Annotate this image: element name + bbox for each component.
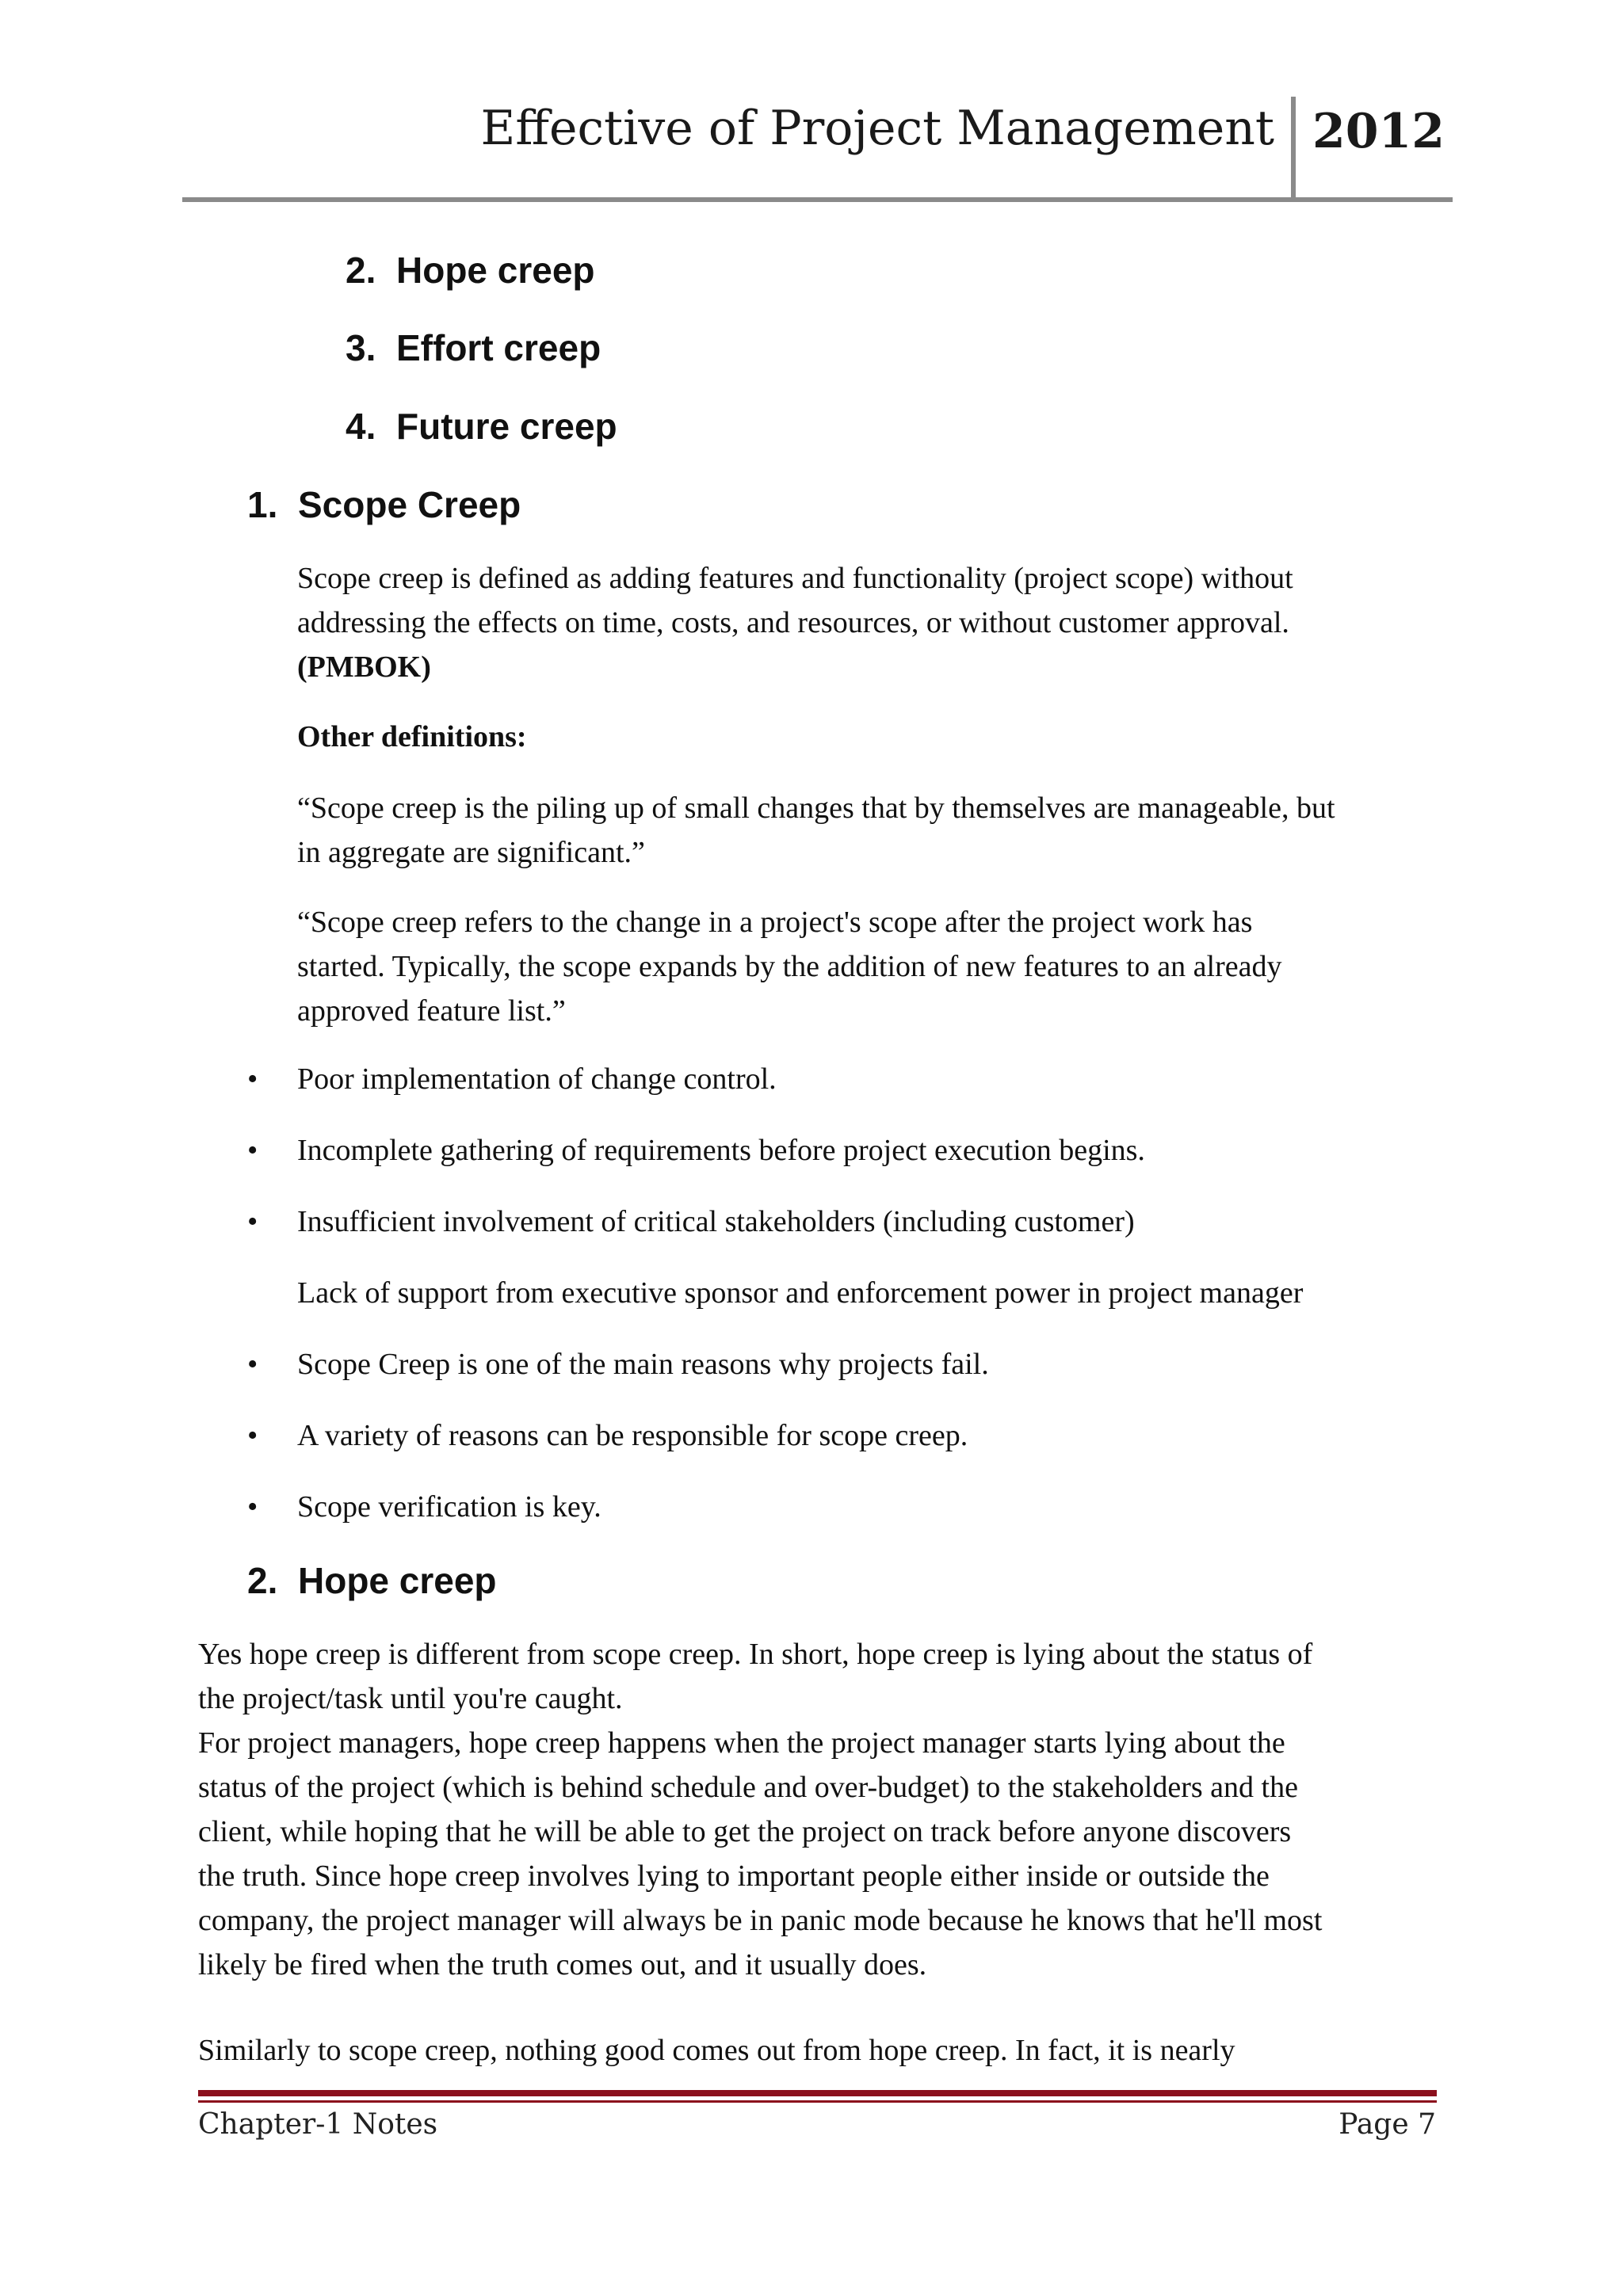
list-item (346, 327, 601, 368)
text-line: status of the project (which is behind schedule and over-budget) to the stakeholders and the (198, 1771, 1298, 1804)
text-line: likely be fired when the truth comes out, and it usually does. (198, 1948, 927, 1981)
header-rule (182, 197, 1453, 202)
bullet-icon: • (247, 1348, 258, 1381)
text-line: started. Typically, the scope expands by the addition of new features to an already (297, 950, 1282, 983)
footer-page-number: Page 7 (1338, 2108, 1436, 2141)
bullet-item (247, 1485, 601, 1529)
footer-rule (198, 2090, 1437, 2096)
text-line: “Scope creep refers to the change in a project's scope after the project work has (297, 906, 1253, 939)
other-definitions-label: Other definitions: (297, 720, 527, 753)
section-title: Hope creep (298, 1560, 497, 1601)
bullet-text: A variety of reasons can be responsible for scope creep. (297, 1419, 968, 1452)
section-heading-scope-creep (247, 486, 521, 523)
list-item-number: 2. (346, 250, 376, 291)
text-line: the truth. Since hope creep involves lying to important people either inside or outside the (198, 1859, 1270, 1893)
section-heading-hope-creep (247, 1562, 497, 1599)
bullet-text: Scope verification is key. (297, 1490, 601, 1524)
text-line: Scope creep is defined as adding features and functionality (project scope) without (297, 562, 1293, 595)
header-title: Effective of Project Management (480, 101, 1274, 156)
bullet-text: Incomplete gathering of requirements before project execution begins. (297, 1134, 1145, 1167)
header-year: 2012 (1312, 104, 1445, 159)
section-title: Scope Creep (298, 484, 521, 525)
text-line: company, the project manager will always be in panic mode because he knows that he'll most (198, 1904, 1323, 1937)
list-item (346, 250, 595, 291)
bullet-text: Scope Creep is one of the main reasons why projects fail. (297, 1348, 989, 1381)
text-line: in aggregate are significant.” (297, 836, 645, 869)
definition-source: (PMBOK) (297, 650, 431, 684)
bullet-item (247, 1199, 1135, 1244)
list-item-number: 4. (346, 406, 376, 447)
text-line: addressing the effects on time, costs, and resources, or without customer approval. (297, 606, 1289, 639)
header-divider (1291, 97, 1296, 200)
list-item-label: Future creep (396, 406, 617, 447)
bullet-icon: • (247, 1419, 258, 1452)
text-line: approved feature list.” (297, 994, 566, 1028)
text-line: the project/task until you're caught. (198, 1682, 623, 1715)
text-line: “Scope creep is the piling up of small changes that by themselves are manageable, but (297, 791, 1335, 825)
list-item (346, 406, 617, 447)
section-number: 2. (247, 1560, 278, 1601)
hope-creep-paragraph (198, 1632, 1466, 1987)
hope-creep-paragraph-2: Similarly to scope creep, nothing good comes out from hope creep. In fact, it is nearly (198, 2034, 1235, 2067)
quote-1 (297, 786, 1454, 875)
bullet-item (247, 1413, 968, 1458)
bullet-icon: • (247, 1490, 258, 1524)
text-line: client, while hoping that he will be able to get the project on track before anyone discovers (198, 1815, 1292, 1848)
quote-2 (297, 900, 1454, 1033)
list-item-label: Hope creep (396, 250, 595, 291)
plain-line: Lack of support from executive sponsor and enforcement power in project manager (297, 1276, 1304, 1310)
footer-rule-thin (198, 2100, 1437, 2103)
text-line: Yes hope creep is different from scope creep. In short, hope creep is lying about the status of (198, 1638, 1313, 1671)
bullet-item (247, 1057, 777, 1101)
scope-creep-definition (297, 556, 1454, 689)
footer-chapter: Chapter-1 Notes (198, 2108, 438, 2141)
text-line: For project managers, hope creep happens when the project manager starts lying about the (198, 1726, 1285, 1760)
bullet-text: Insufficient involvement of critical stakeholders (including customer) (297, 1205, 1135, 1238)
section-number: 1. (247, 484, 278, 525)
bullet-text: Poor implementation of change control. (297, 1062, 777, 1096)
list-item-number: 3. (346, 327, 376, 368)
list-item-label: Effort creep (396, 327, 601, 368)
bullet-item (247, 1128, 1145, 1173)
bullet-icon: • (247, 1205, 258, 1238)
bullet-icon: • (247, 1062, 258, 1096)
bullet-icon: • (247, 1134, 258, 1167)
bullet-item (247, 1342, 989, 1386)
